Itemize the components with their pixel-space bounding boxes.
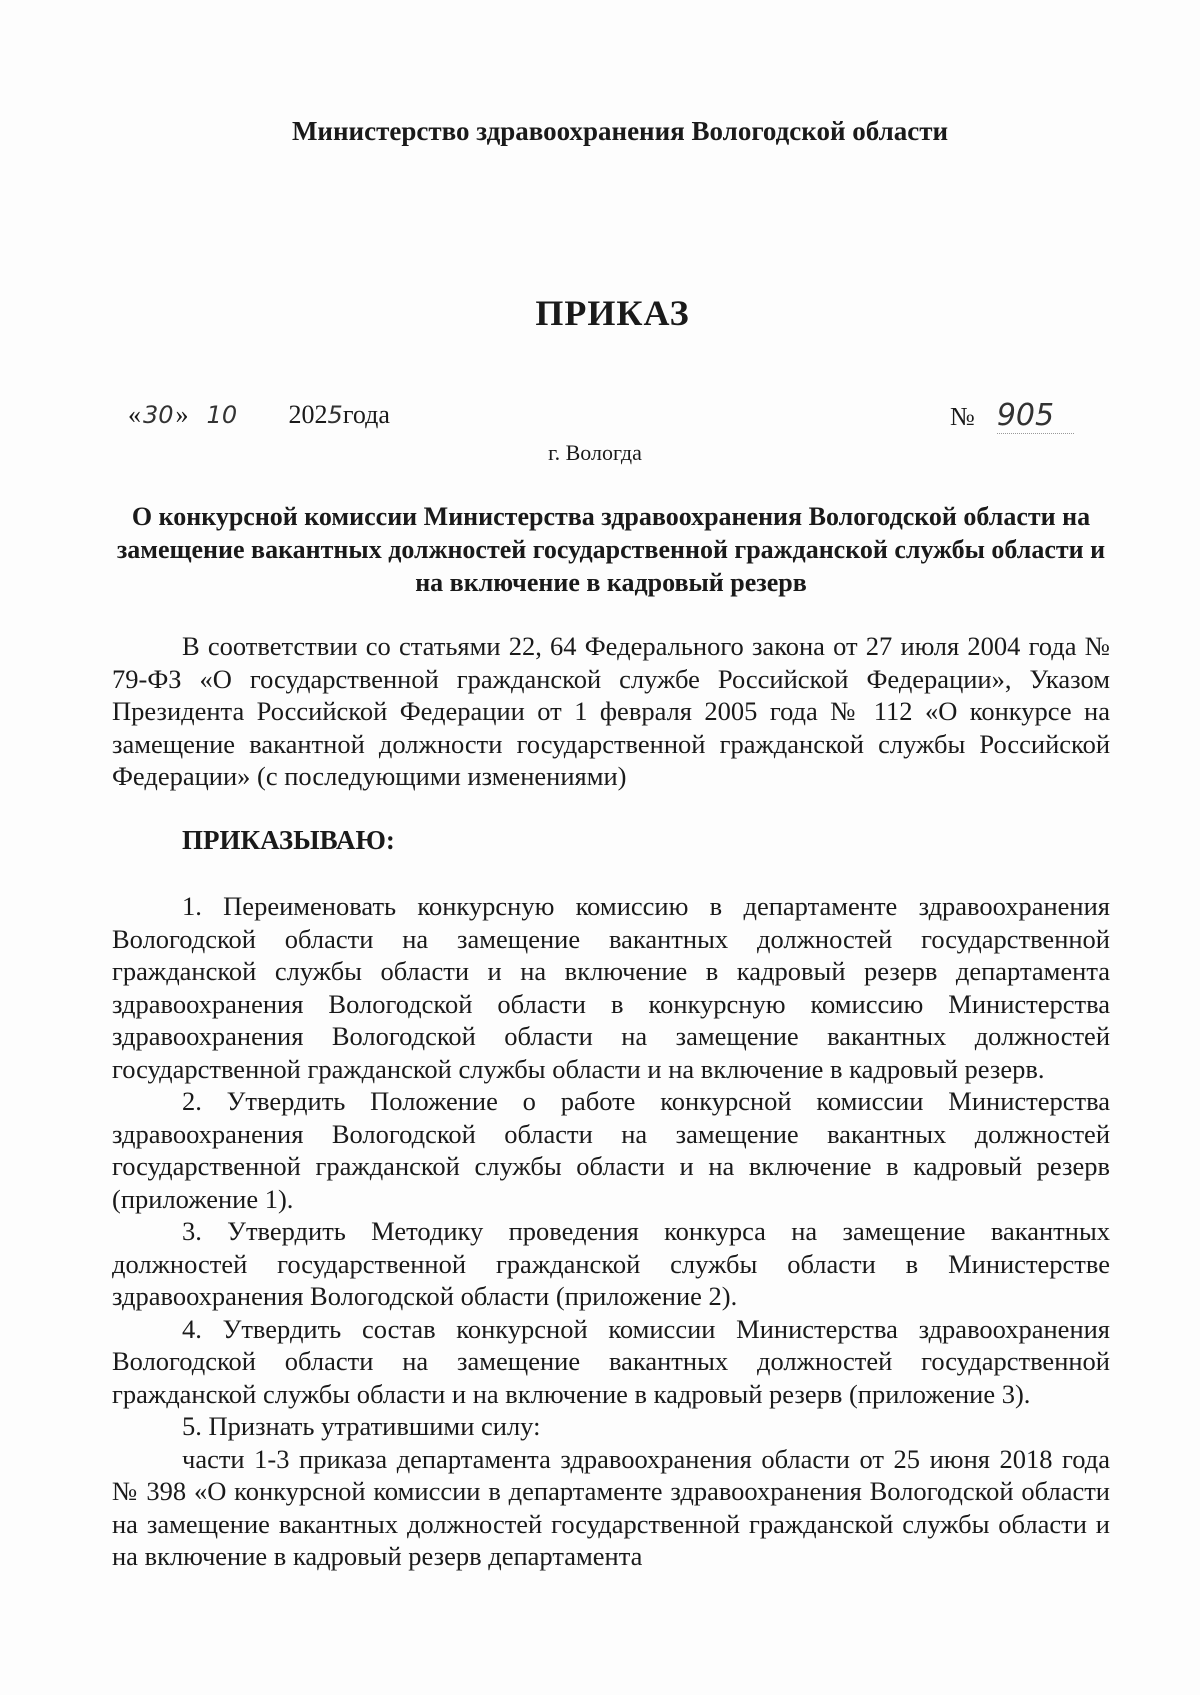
date-year-handwritten: 5 bbox=[327, 401, 343, 429]
date-year-suffix: года bbox=[342, 400, 390, 429]
city: г. Вологда bbox=[548, 440, 642, 465]
order-item-2: 2. Утвердить Положение о работе конкурсной комиссии Министерства здравоохранения Вологодской области на замещение вакантных должностей государственной гражданской службы области и на включение в кадровый резерв (приложение 1). bbox=[112, 1086, 1110, 1214]
ministry-name: Министерство здравоохранения Вологодской области bbox=[291, 116, 949, 146]
order-item-1: 1. Переименовать конкурсную комиссию в департаменте здравоохранения Вологодской области на замещение вакантных должностей государственной гражданской службы области и на включение в кадровый резерв департамента здравоохранения Вологодской области в конкурсную комиссию Министерства здравоохранения Вологодской области на замещение вакантных должностей государственной гражданской службы области и на включение в кадровый резерв. bbox=[112, 891, 1110, 1084]
number-label: № bbox=[950, 402, 975, 431]
date-month: 10 bbox=[206, 401, 238, 429]
order-item-5-details: части 1-3 приказа департамента здравоохранения области от 25 июня 2018 года № 398 «О конкурсной комиссии в департаменте здравоохранения Вологодской области на замещение вакантных должностей государственной гражданской службы области и на включение в кадровый резерв департамента bbox=[112, 1443, 1110, 1571]
order-number bbox=[950, 398, 1074, 434]
order-item-5: 5. Признать утратившими силу: bbox=[182, 1411, 541, 1441]
date-quote-open: « bbox=[128, 400, 141, 429]
decree-heading: ПРИКАЗЫВАЮ: bbox=[182, 825, 395, 855]
order-subject: О конкурсной комиссии Министерства здравоохранения Вологодской области на замещение вакантных должностей государственной гражданской службы области и на включение в кадровый резерв bbox=[116, 502, 1106, 597]
date-quote-close: » bbox=[175, 400, 189, 429]
order-item-3: 3. Утвердить Методику проведения конкурса на замещение вакантных должностей государственной гражданской службы области в Министерстве здравоохранения Вологодской области (приложение 2). bbox=[112, 1216, 1110, 1311]
number-value: 905 bbox=[997, 398, 1074, 434]
order-title: ПРИКАЗ bbox=[535, 293, 690, 333]
date-year-prefix: 202 bbox=[288, 400, 328, 429]
order-item-4: 4. Утвердить состав конкурсной комиссии Министерства здравоохранения Вологодской области на замещение вакантных должностей государственной гражданской службы области и на включение в кадровый резерв (приложение 3). bbox=[112, 1313, 1110, 1409]
order-date bbox=[128, 400, 390, 430]
date-day: 30 bbox=[143, 401, 174, 429]
order-items bbox=[112, 890, 1110, 1573]
preamble-paragraph: В соответствии со статьями 22, 64 Федерального закона от 27 июля 2004 года № 79-ФЗ «О государственной гражданской службе Российской Федерации», Указом Президента Российской Федерации от 1 февраля 2005 года № 112 «О конкурсе на замещение вакантной должности государственной гражданской службы Российской Федерации» (с последующими изменениями) bbox=[112, 631, 1110, 791]
preamble bbox=[112, 630, 1110, 793]
